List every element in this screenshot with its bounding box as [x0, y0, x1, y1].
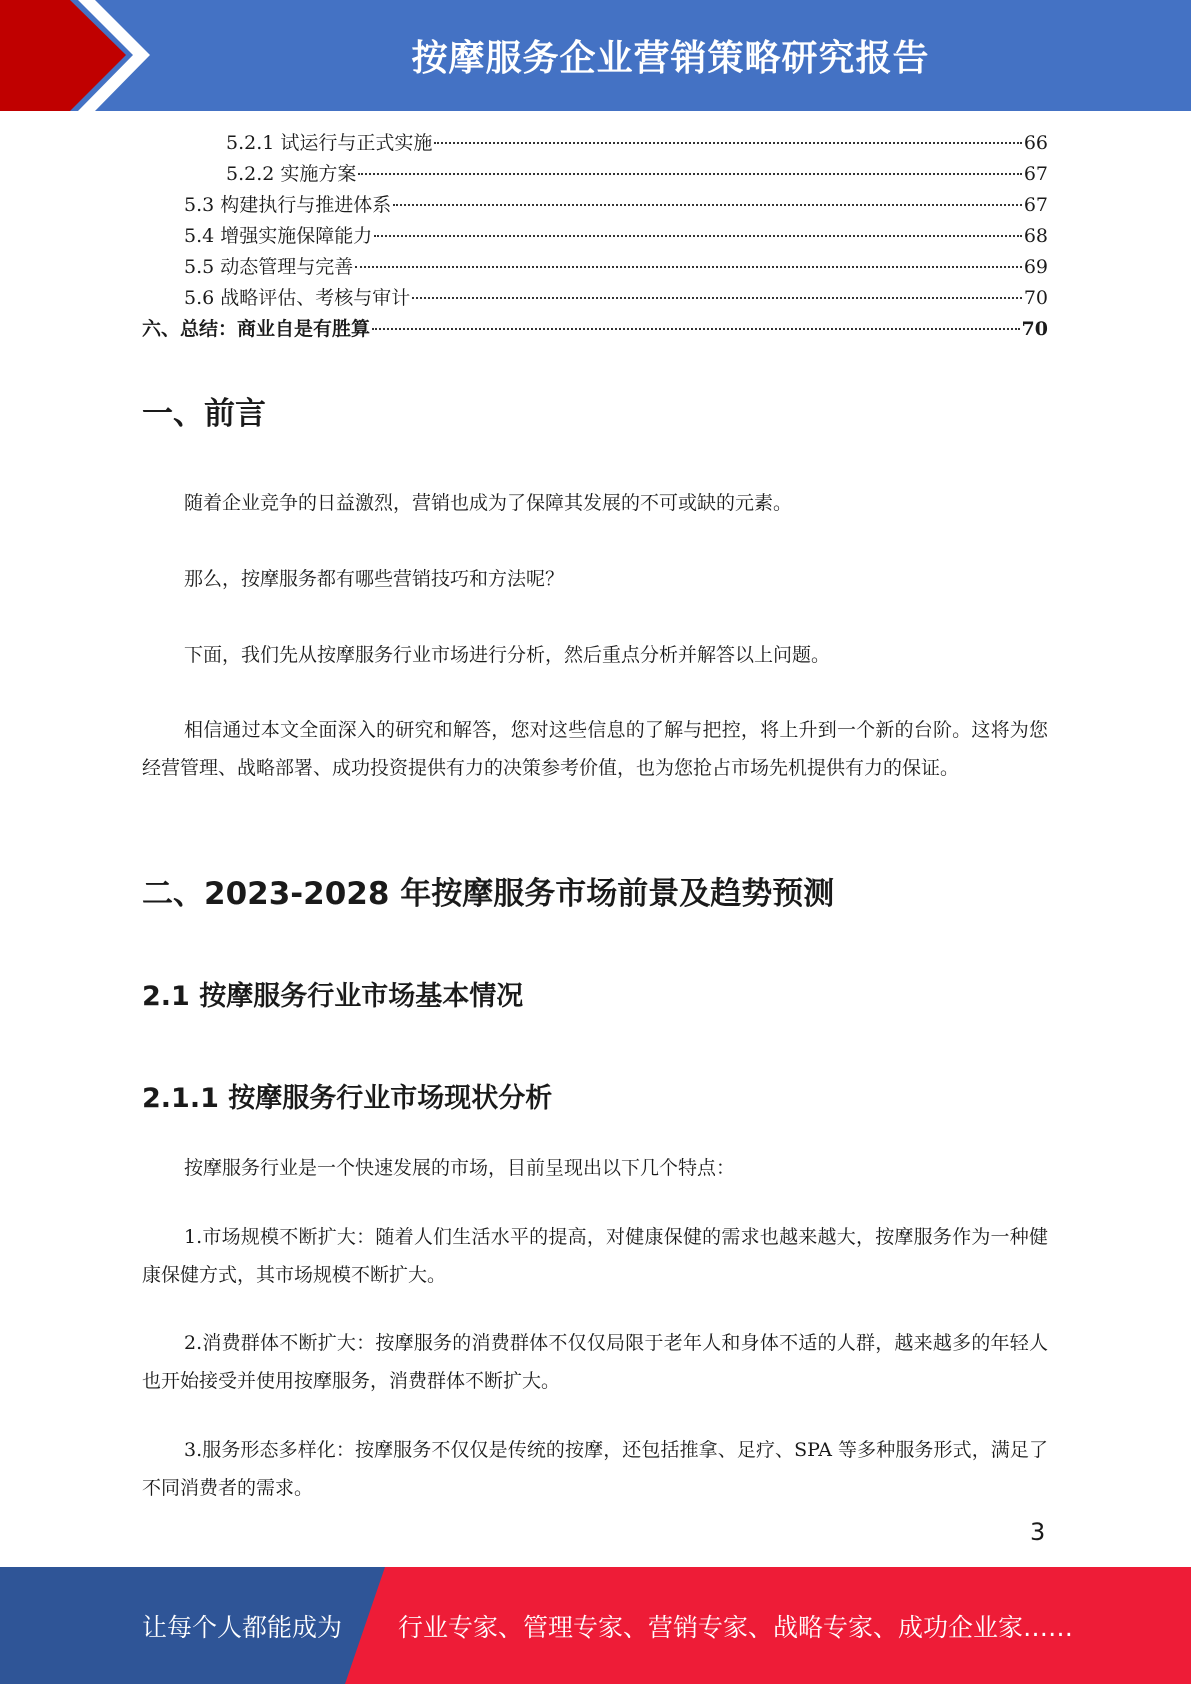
- section-2-1-1-item-2: 2.消费群体不断扩大：按摩服务的消费群体不仅仅局限于老年人和身体不适的人群，越来越多的年轻人也开始接受并使用按摩服务，消费群体不断扩大。: [142, 1332, 1048, 1392]
- toc-entry-page: 70: [1023, 287, 1048, 309]
- toc-entry[interactable]: [142, 159, 1048, 190]
- toc-leader-dots: [355, 266, 1022, 268]
- toc-entry-title: 5.2.2 实施方案: [226, 163, 357, 185]
- toc-entry-title: 5.6 战略评估、考核与审计: [184, 287, 411, 309]
- toc-entry-page: 67: [1023, 194, 1048, 216]
- toc-entry-title: 六、总结：商业自是有胜算: [142, 318, 371, 340]
- toc-entry-title: 5.2.1 试运行与正式实施: [226, 132, 433, 154]
- page-number: 3: [1030, 1518, 1046, 1546]
- section-2-1-1-intro: 按摩服务行业是一个快速发展的市场，目前呈现出以下几个特点：: [184, 1157, 736, 1179]
- page-footer: [0, 1567, 1191, 1684]
- toc-leader-dots: [393, 204, 1022, 206]
- header-arrow-decoration: [0, 0, 160, 111]
- toc-entry-page: 68: [1023, 225, 1048, 247]
- preface-paragraph-2: 那么，按摩服务都有哪些营销技巧和方法呢？: [184, 568, 565, 590]
- toc-leader-dots: [358, 173, 1021, 175]
- toc-entry-title: 5.3 构建执行与推进体系: [184, 194, 392, 216]
- toc-entry[interactable]: [142, 128, 1048, 159]
- toc-entry[interactable]: [142, 314, 1048, 345]
- toc-entry[interactable]: [142, 252, 1048, 283]
- footer-slogan-left: 让每个人都能成为: [142, 1612, 343, 1642]
- toc-entry[interactable]: [142, 190, 1048, 221]
- toc-entry-page: 69: [1023, 256, 1048, 278]
- section-2-1-1-heading: 2.1.1 按摩服务行业市场现状分析: [142, 1083, 553, 1114]
- toc-entry-page: 70: [1021, 318, 1048, 340]
- report-title: 按摩服务企业营销策略研究报告: [411, 38, 930, 79]
- toc-leader-dots: [372, 328, 1020, 330]
- chapter-2-heading: 二、2023-2028 年按摩服务市场前景及趋势预测: [142, 876, 835, 912]
- preface-paragraph-4: 相信通过本文全面深入的研究和解答，您对这些信息的了解与把控，将上升到一个新的台阶。这将为您经营管理、战略部署、成功投资提供有力的决策参考价值，也为您抢占市场先机提供有力的保证。: [142, 719, 1048, 779]
- section-2-1-1-item-3: 3.服务形态多样化：按摩服务不仅仅是传统的按摩，还包括推拿、足疗、SPA 等多种服务形式，满足了不同消费者的需求。: [142, 1439, 1048, 1499]
- toc-entry-page: 66: [1023, 132, 1048, 154]
- page-header: [0, 0, 1191, 111]
- table-of-contents: [142, 128, 1048, 345]
- toc-leader-dots: [374, 235, 1022, 237]
- toc-leader-dots: [434, 142, 1021, 144]
- footer-slogan-right: 行业专家、管理专家、营销专家、战略专家、成功企业家……: [398, 1612, 1074, 1642]
- toc-entry-title: 5.4 增强实施保障能力: [184, 225, 373, 247]
- preface-paragraph-1: 随着企业竞争的日益激烈，营销也成为了保障其发展的不可或缺的元素。: [184, 492, 793, 514]
- section-2-1-heading: 2.1 按摩服务行业市场基本情况: [142, 981, 524, 1012]
- preface-heading: 一、前言: [142, 396, 266, 432]
- toc-entry[interactable]: [142, 283, 1048, 314]
- toc-entry[interactable]: [142, 221, 1048, 252]
- toc-leader-dots: [412, 297, 1022, 299]
- section-2-1-1-item-1: 1.市场规模不断扩大：随着人们生活水平的提高，对健康保健的需求也越来越大，按摩服务作为一种健康保健方式，其市场规模不断扩大。: [142, 1226, 1048, 1286]
- preface-paragraph-3: 下面，我们先从按摩服务行业市场进行分析，然后重点分析并解答以上问题。: [184, 644, 831, 666]
- toc-entry-title: 5.5 动态管理与完善: [184, 256, 354, 278]
- toc-entry-page: 67: [1023, 163, 1048, 185]
